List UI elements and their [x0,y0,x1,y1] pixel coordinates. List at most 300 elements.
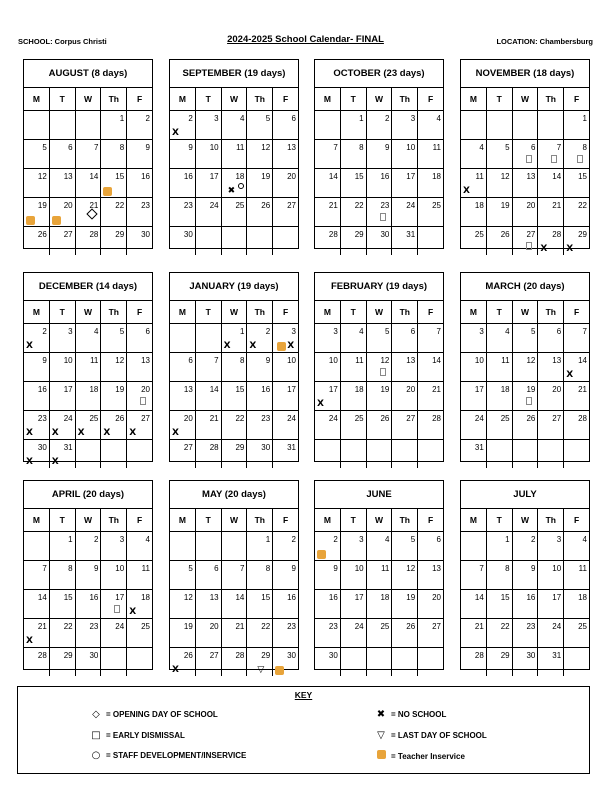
day-cell [49,382,75,410]
day-number: 22 [115,201,125,210]
day-number: 26 [526,414,536,423]
day-cell [537,590,563,618]
teacher-inservice-icon [52,216,61,225]
day-cell [246,140,272,168]
day-number: 16 [526,593,536,602]
day-cell [126,440,152,468]
no-school-icon: X [223,341,231,351]
no-school-icon: X [103,428,111,438]
weekday-header: M [323,515,331,525]
day-cell [75,324,101,352]
day-cell [340,648,366,676]
week-row [24,561,152,590]
day-cell [246,440,272,468]
day-cell [75,198,101,226]
weekday-header: Th [100,509,126,531]
day-number: 22 [354,201,364,210]
day-cell [126,111,152,139]
day-cell [512,382,538,410]
week-row [461,590,589,619]
day-number: 13 [432,564,441,573]
day-number: 26 [380,414,390,423]
day-cell [391,590,417,618]
day-number: 15 [261,593,271,602]
day-number: 14 [432,356,441,365]
day-cell [512,111,538,139]
day-number: 9 [530,564,536,573]
day-number: 30 [287,651,296,660]
day-number: 12 [500,172,510,181]
day-number: 30 [89,651,99,660]
weekday-header: F [272,301,298,323]
day-cell [486,440,512,468]
day-number: 16 [37,385,47,394]
day-number: 6 [530,143,536,152]
week-row [315,532,443,561]
week-row [170,353,298,382]
day-cell [315,169,340,197]
day-number: 4 [359,327,364,336]
day-cell [195,648,221,676]
day-number: 18 [380,593,390,602]
day-number: 20 [141,385,150,394]
day-number: 24 [287,414,296,423]
month-calendar [314,272,444,462]
day-cell [49,140,75,168]
week-row [24,532,152,561]
day-number: 3 [214,114,219,123]
day-number: 29 [115,230,125,239]
weekday-header: T [49,509,75,531]
page-header [18,34,593,50]
day-cell [49,169,75,197]
day-cell [246,227,272,255]
square-icon: □ [91,730,101,741]
day-cell [340,590,366,618]
day-number: 9 [145,143,150,152]
day-number: 6 [291,114,296,123]
day-number: 11 [501,356,510,365]
day-cell [195,198,221,226]
weekday-header: M [32,515,40,525]
day-cell [170,140,195,168]
day-cell [24,561,49,589]
month-title: OCTOBER (23 days) [315,60,443,88]
day-number: 18 [474,201,484,210]
early-dismissal-icon [140,397,146,405]
day-number: 4 [384,535,390,544]
day-number: 13 [526,172,536,181]
day-number: 12 [37,172,47,181]
day-number: 13 [63,172,73,181]
day-cell [170,382,195,410]
early-dismissal-icon [380,213,386,221]
day-number: 31 [406,230,416,239]
day-number: 27 [287,201,296,210]
day-cell [391,440,417,468]
day-cell [272,140,298,168]
day-number: 11 [236,143,245,152]
day-number: 7 [333,143,338,152]
day-cell [272,411,298,439]
week-row [315,227,443,255]
day-number: 20 [287,172,296,181]
day-number: 28 [552,230,562,239]
day-number: 6 [145,327,150,336]
day-cell [170,648,195,676]
day-number: 27 [406,414,416,423]
day-cell [417,111,443,139]
day-cell [340,198,366,226]
day-number: 26 [406,622,416,631]
day-number: 28 [432,414,441,423]
day-cell [340,140,366,168]
day-number: 6 [410,327,416,336]
weekday-header: W [75,88,101,110]
key-opening-label: = OPENING DAY OF SCHOOL [106,710,218,719]
day-cell [486,227,512,255]
weekday-header: M [323,307,331,317]
day-cell [391,619,417,647]
month-title: SEPTEMBER (19 days) [170,60,298,88]
day-number: 12 [380,356,390,365]
weekday-header: T [486,88,512,110]
week-row [461,411,589,440]
day-number: 23 [380,201,390,210]
day-number: 6 [68,143,73,152]
month-calendar [23,59,153,249]
month-title: MARCH (20 days) [461,273,589,301]
day-cell [486,619,512,647]
day-cell [537,140,563,168]
week-row [24,111,152,140]
day-number: 21 [37,622,47,631]
weekday-header: F [563,301,589,323]
day-cell [461,324,486,352]
week-row [315,382,443,411]
day-number: 19 [115,385,125,394]
day-number: 18 [500,385,510,394]
day-number: 8 [68,564,73,573]
day-cell [315,590,340,618]
day-number: 21 [432,385,441,394]
day-cell [315,532,340,560]
week-row [24,140,152,169]
day-number: 24 [474,414,484,423]
day-number: 4 [145,535,150,544]
day-cell [366,169,392,197]
day-cell [170,169,195,197]
week-row [315,590,443,619]
day-cell [461,561,486,589]
day-number: 2 [93,535,99,544]
day-cell [315,111,340,139]
day-number: 23 [261,414,271,423]
day-cell [391,382,417,410]
day-number: 2 [530,535,536,544]
weekday-header: Th [100,301,126,323]
day-cell [366,648,392,676]
week-row [24,353,152,382]
day-cell [24,324,49,352]
no-school-icon: X [77,428,85,438]
weekday-header: T [340,301,366,323]
day-cell [49,648,75,676]
day-cell [486,353,512,381]
day-cell [246,324,272,352]
day-cell [24,440,49,468]
day-cell [170,532,195,560]
day-number: 11 [432,143,441,152]
day-cell [366,561,392,589]
day-cell [195,382,221,410]
day-number: 12 [183,593,193,602]
weekday-header: F [272,88,298,110]
day-cell [461,532,486,560]
day-cell [246,111,272,139]
day-number: 15 [578,172,587,181]
day-number: 29 [500,651,510,660]
key-teacher-inservice [375,750,465,762]
weekday-header: W [366,509,392,531]
day-number: 11 [475,172,484,181]
day-cell [366,324,392,352]
day-number: 7 [582,327,587,336]
day-number: 30 [183,230,193,239]
day-cell [246,382,272,410]
weekday-header: Th [537,88,563,110]
day-cell [512,619,538,647]
day-cell [100,590,126,618]
no-school-icon: X [26,457,33,467]
day-cell [461,411,486,439]
no-school-icon: X [129,428,137,438]
week-row [315,111,443,140]
day-cell [75,440,101,468]
weekday-header: T [486,301,512,323]
day-cell [417,169,443,197]
day-number: 20 [552,385,562,394]
day-cell [100,140,126,168]
day-cell [417,382,443,410]
day-number: 13 [183,385,193,394]
weekday-header: M [469,94,477,104]
no-school-icon: X [26,428,33,438]
day-number: 27 [552,414,562,423]
weekday-header: F [126,301,152,323]
no-school-icon: X [26,636,33,646]
day-cell [563,440,589,468]
day-cell [49,619,75,647]
week-row [170,198,298,227]
week-row [461,382,589,411]
day-cell [417,198,443,226]
day-cell [24,411,49,439]
day-number: 28 [209,443,219,452]
no-school-icon: X [172,128,179,138]
teacher-icon [375,750,387,762]
day-cell [391,227,417,255]
day-cell [100,382,126,410]
day-cell [366,411,392,439]
day-cell [221,440,247,468]
circle-icon: ○ [91,750,101,761]
day-number: 5 [265,114,271,123]
day-cell [24,532,49,560]
day-cell [486,324,512,352]
day-cell [126,324,152,352]
day-number: 24 [552,622,562,631]
day-cell [417,353,443,381]
no-school-icon: X [172,665,179,675]
day-number: 23 [526,622,536,631]
weekday-header-row [170,301,298,324]
day-cell [512,532,538,560]
day-number: 7 [42,564,47,573]
weekday-header: Th [246,88,272,110]
weekday-header: F [417,301,443,323]
day-number: 23 [141,201,150,210]
weekday-header: M [178,94,186,104]
day-cell [170,619,195,647]
day-cell [486,590,512,618]
day-cell [315,619,340,647]
day-cell [126,353,152,381]
day-number: 30 [37,443,47,452]
day-cell [100,648,126,676]
day-cell [272,532,298,560]
day-cell [461,648,486,676]
day-number: 27 [432,622,441,631]
month-calendar [169,59,299,249]
day-cell [486,532,512,560]
day-cell [221,227,247,255]
day-cell [563,590,589,618]
day-number: 24 [328,414,338,423]
month-calendar [460,59,590,254]
day-cell [366,382,392,410]
weekday-header: W [221,509,247,531]
week-row [315,561,443,590]
day-number: 21 [552,201,562,210]
weekday-header: F [417,509,443,531]
day-cell [170,198,195,226]
day-number: 9 [333,564,338,573]
day-number: 9 [291,564,296,573]
day-number: 12 [526,356,536,365]
weekday-header: M [32,307,40,317]
day-number: 22 [261,622,271,631]
day-number: 20 [63,201,73,210]
day-number: 18 [432,172,441,181]
day-cell [537,382,563,410]
day-cell [391,324,417,352]
day-number: 17 [63,385,73,394]
weekday-header-row [461,301,589,324]
week-row [24,382,152,411]
weekday-header-row [24,88,152,111]
day-number: 1 [505,535,510,544]
day-cell [75,619,101,647]
day-number: 29 [235,443,245,452]
day-number: 21 [578,385,587,394]
day-number: 4 [436,114,441,123]
day-number: 1 [239,327,245,336]
day-number: 19 [406,593,416,602]
day-cell [100,169,126,197]
weekday-header: T [195,88,221,110]
day-cell [512,198,538,226]
day-number: 30 [141,230,150,239]
day-number: 17 [406,172,416,181]
day-number: 5 [42,143,47,152]
day-number: 17 [328,385,338,394]
day-number: 26 [500,230,510,239]
day-number: 20 [432,593,441,602]
day-cell [100,411,126,439]
day-cell [340,411,366,439]
day-number: 24 [115,622,125,631]
day-cell [246,561,272,589]
day-number: 7 [479,564,484,573]
day-cell [100,440,126,468]
day-cell [563,198,589,226]
day-number: 29 [578,230,587,239]
week-row [170,561,298,590]
day-number: 11 [381,564,390,573]
weekday-header: Th [246,509,272,531]
weekday-header-row [461,88,589,111]
day-cell [195,111,221,139]
school-label: SCHOOL: Corpus Christi [18,37,107,46]
day-number: 26 [183,651,193,660]
day-number: 3 [68,327,73,336]
day-number: 16 [328,593,338,602]
month-calendar [23,272,153,467]
day-cell [100,324,126,352]
key-staff-label: = STAFF DEVELOPMENT/INSERVICE [106,751,247,760]
day-cell [195,353,221,381]
week-row [24,198,152,227]
day-number: 16 [380,172,390,181]
day-cell [315,561,340,589]
day-cell [24,140,49,168]
weekday-header: M [178,515,186,525]
day-number: 11 [355,356,364,365]
day-cell [537,169,563,197]
day-number: 20 [183,414,193,423]
last-day-icon: ▽ [257,664,265,674]
day-cell [417,648,443,676]
day-number: 13 [287,143,296,152]
day-cell [391,111,417,139]
week-row [24,440,152,468]
day-number: 15 [235,385,245,394]
week-row [170,532,298,561]
day-cell [24,111,49,139]
day-cell [340,169,366,197]
day-cell [315,353,340,381]
day-cell [340,382,366,410]
day-number: 13 [209,593,219,602]
day-number: 3 [556,535,562,544]
day-cell [461,227,486,255]
day-number: 10 [209,143,219,152]
day-number: 30 [380,230,390,239]
day-cell [272,227,298,255]
day-cell [272,590,298,618]
day-cell [563,648,589,676]
